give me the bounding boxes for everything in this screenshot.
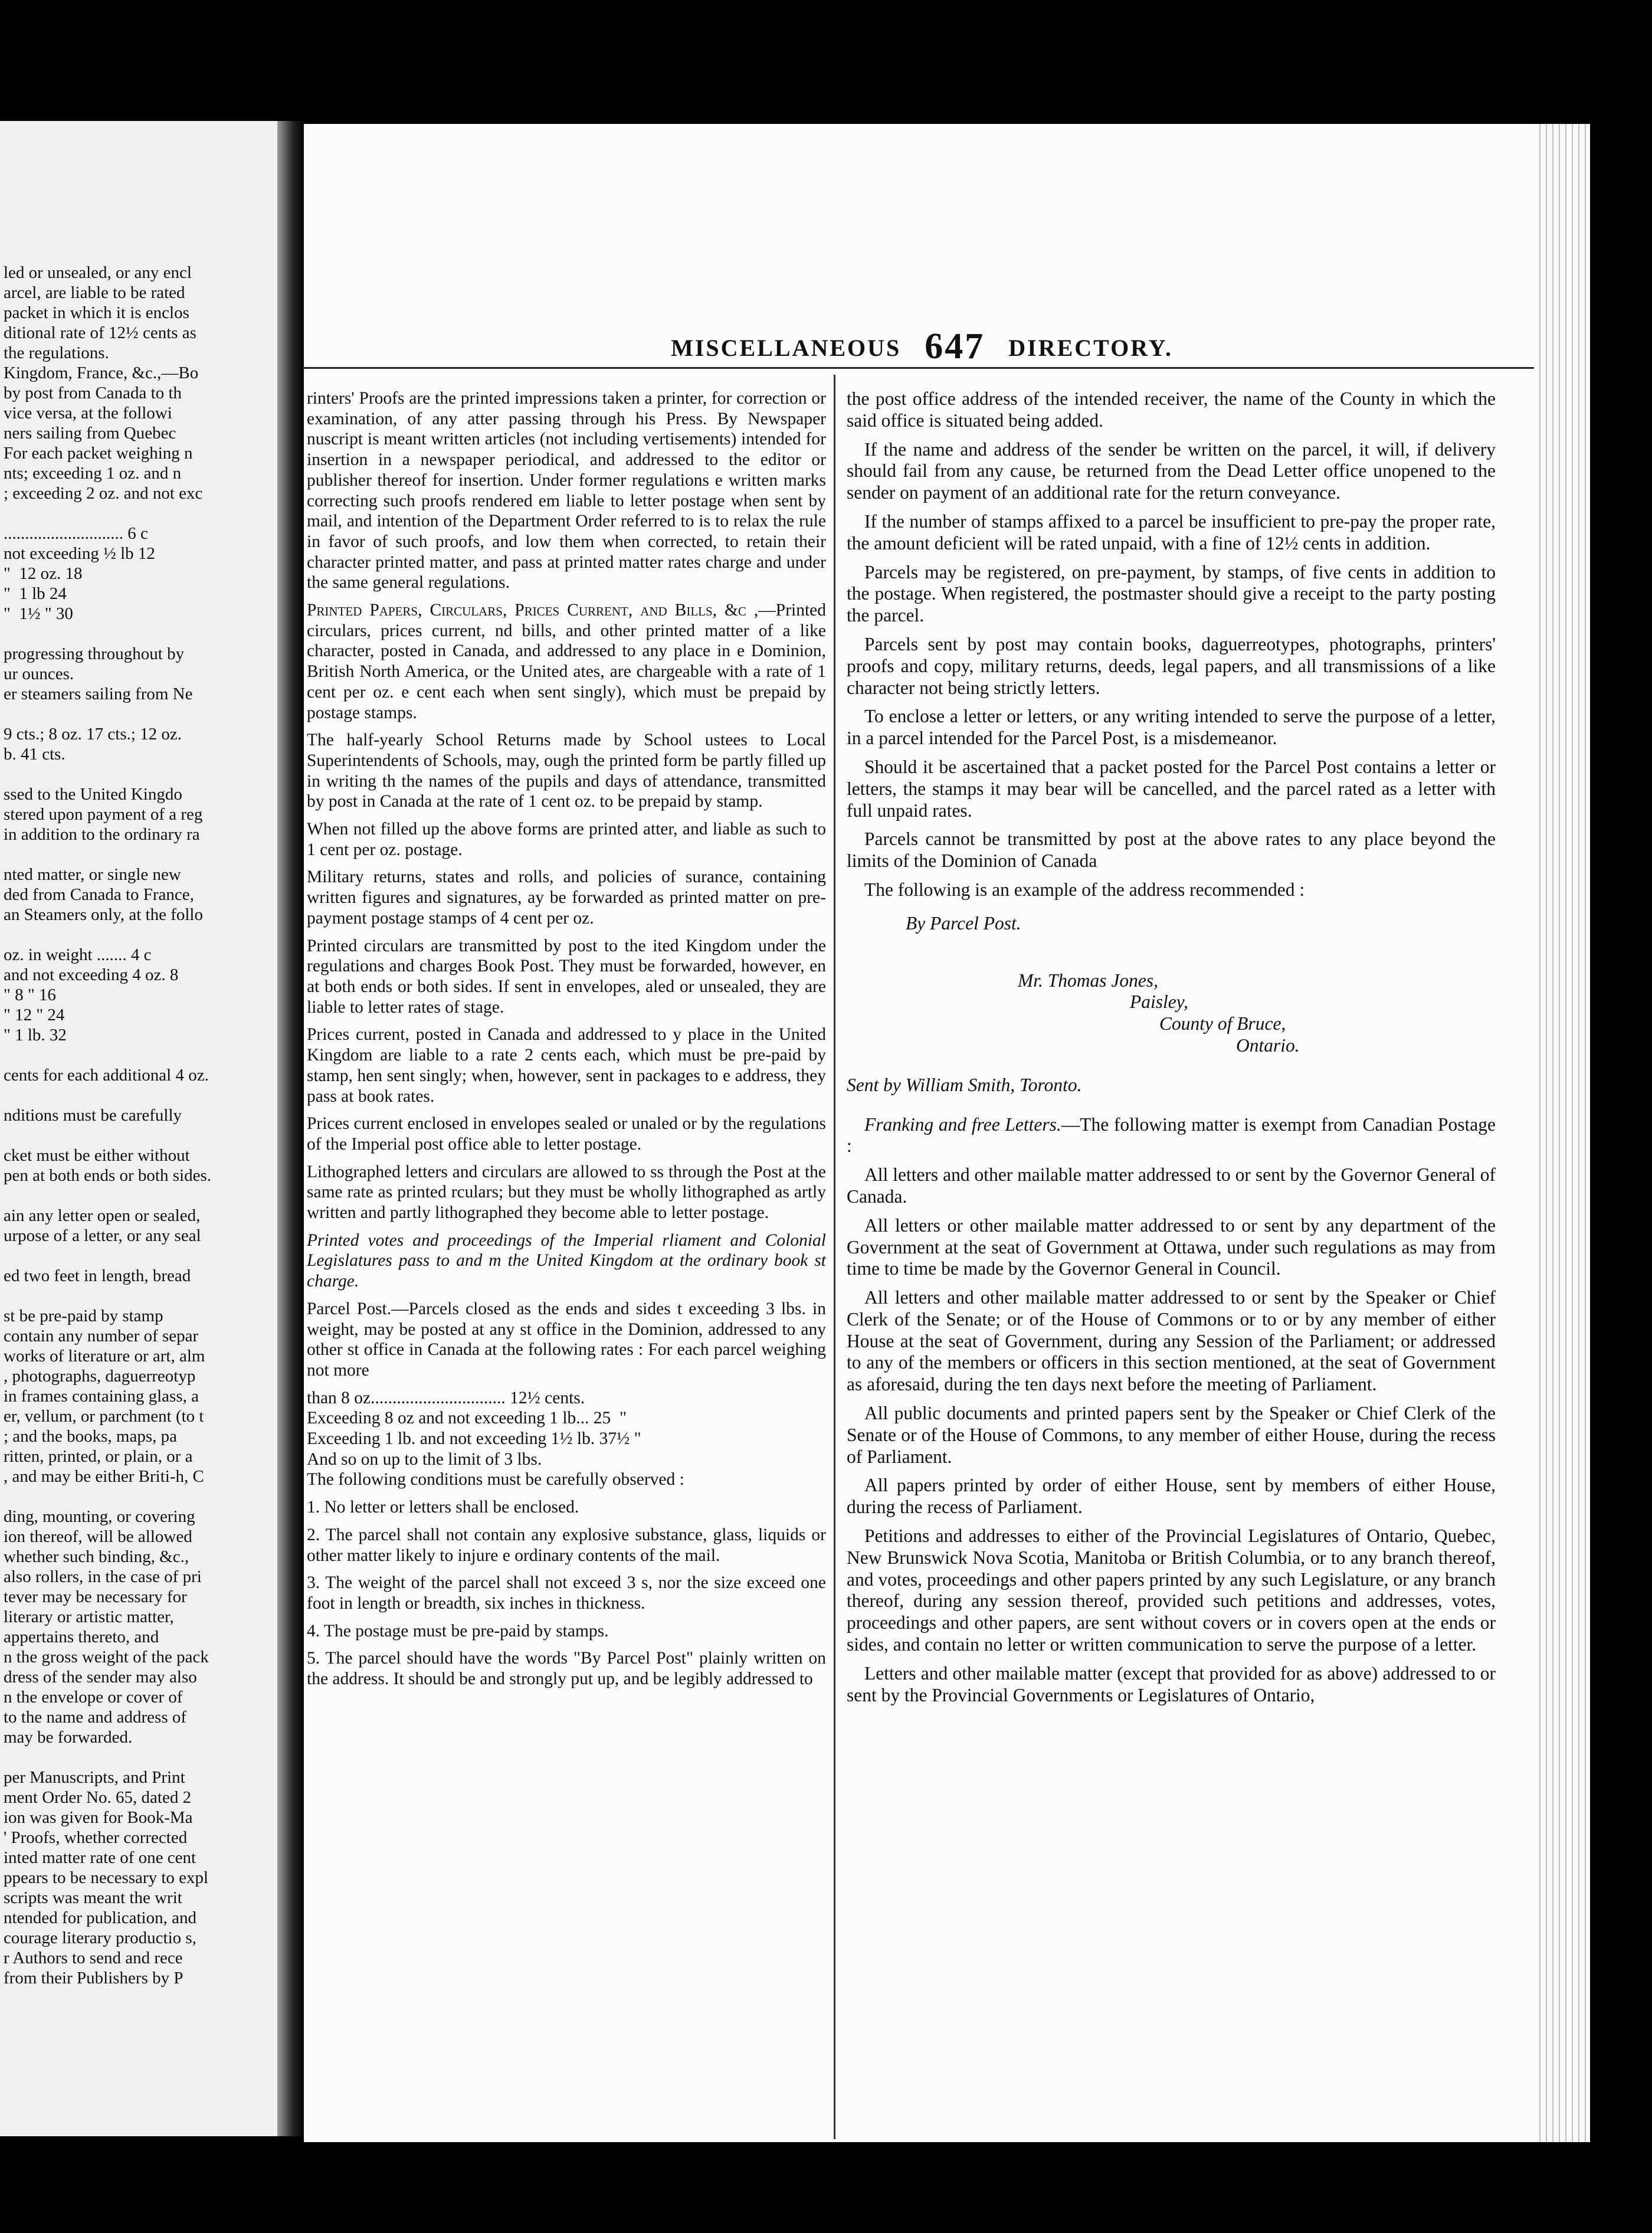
left-page-line [4,624,275,644]
left-page-line: to the name and address of [4,1708,187,1727]
rate-line: And so on up to the limit of 3 lbs. [307,1449,542,1469]
left-page-line: nts; exceeding 1 oz. and n [4,464,182,483]
left-page-line [4,704,275,724]
left-page-line [4,503,275,523]
left-page-line: courage literary productio s, [4,1929,196,1947]
left-page-line [4,1286,275,1306]
left-page-line: For each packet weighing n [4,444,193,463]
left-page-line: Kingdom, France, &c.,—Bo [4,364,199,382]
left-page-line: ion thereof, will be allowed [4,1527,192,1546]
example-address-line: County of Bruce, [1159,1013,1286,1034]
left-page-line: " 1 lb. 32 [4,1026,67,1045]
right-column [847,388,1496,1713]
condition-item: 4. The postage must be pre-paid by stamps. [307,1621,609,1641]
condition-item: 5. The parcel should have the words "By Parcel Post" plainly written on the address. It should be and strongly put up, and be legibly addressed to [307,1649,826,1689]
book-gutter [277,121,304,2136]
left-page-line: scripts was meant the writ [4,1888,182,1907]
left-page-line [4,1186,275,1206]
example-address-line: Paisley, [1130,991,1188,1013]
left-page-line: cket must be either without [4,1146,190,1165]
left-page-line: contain any number of separ [4,1327,199,1345]
left-page-line: stered upon payment of a reg [4,805,203,824]
left-page-line [4,1045,275,1065]
left-page-line: " 12 oz. 18 [4,564,83,583]
page-number: 647 [925,326,985,366]
left-page-line: oz. in weight ....... 4 c [4,945,152,964]
condition-item: 1. No letter or letters shall be enclosed. [307,1498,579,1517]
left-page-line: ppears to be necessary to expl [4,1868,209,1887]
paragraph: Should it be ascertained that a packet posted for the Parcel Post contains a letter or letters, the stamps it may bear will be cancelled, and the parcel rated as a letter with full unpaid rates. [847,756,1496,821]
left-page-line: nted matter, or single new [4,865,181,884]
left-page-line: er, vellum, or parchment (to t [4,1407,204,1426]
left-page-line: er steamers sailing from Ne [4,685,193,703]
left-page-line: the regulations. [4,343,109,362]
paragraph: Parcel Post.—Parcels closed as the ends and sides t exceeding 3 lbs. in weight, may be posted at any st office in the Dominion, addressed to any other st office in Canada at the following rates : For each parcel weighing not more [307,1299,826,1380]
page-edges [1534,124,1590,2142]
left-page-line: " 1½ " 30 [4,604,73,623]
rate-line: Exceeding 8 oz and not exceeding 1 lb... 25 " [307,1409,627,1428]
left-page-line: " 12 " 24 [4,1006,65,1024]
paragraph: To enclose a letter or letters, or any writing intended to serve the purpose of a letter, in a parcel intended for the Parcel Post, is a misdemeanor. [847,706,1496,749]
paragraph: Printed circulars are transmitted by post to the ited Kingdom under the regulations and charges Book Post. They must be forwarded, however, en at both ends or both sides. If sent in envelopes, aled or unsealed, they are liable to letter rates of stage. [307,936,826,1017]
left-page-line: arcel, are liable to be rated [4,283,185,302]
left-page-line [4,1125,275,1145]
left-page-line: ; and the books, maps, pa [4,1427,177,1446]
left-page-line: st be pre-paid by stamp [4,1307,163,1325]
paragraph: Parcels cannot be transmitted by post at the above rates to any place beyond the limits of the Dominion of Canada [847,829,1496,872]
left-page-line: ssed to the United Kingdo [4,785,182,804]
left-page-line: ditional rate of 12½ cents as [4,323,196,342]
left-page-line: ain any letter open or sealed, [4,1206,201,1225]
left-page-line: , photographs, daguerreotyp [4,1367,196,1386]
left-page-line: , and may be either Briti-h, C [4,1467,204,1486]
left-page-line: by post from Canada to th [4,384,182,402]
paragraph-body: —The following matter is exempt from Canadian Postage : [847,1114,1496,1157]
left-page-line [4,764,275,784]
paragraph: All public documents and printed papers sent by the Speaker or Chief Clerk of the Senate or of the House of Commons, to any member of either House, during the recess of Parliament. [847,1403,1496,1467]
paragraph: If the number of stamps affixed to a parcel be insufficient to pre-pay the proper rate, the amount deficient will be rated unpaid, with a fine of 12½ cents in addition. [847,510,1496,554]
left-page-line: from their Publishers by P [4,1969,183,1988]
paragraph: Prices current enclosed in envelopes sealed or unaled or by the regulations of the Imperial post office able to letter postage. [307,1114,826,1154]
rate-line: than 8 oz............................... 12½ cents. [307,1388,585,1407]
left-page-line: nditions must be carefully [4,1106,182,1125]
example-via-line: By Parcel Post. [906,912,1021,934]
example-sender-line: Sent by William Smith, Toronto. [847,1074,1082,1095]
paragraph: Printed votes and proceedings of the Imperial rliament and Colonial Legislatures pass to and m the United Kingdom at the ordinary book st charge. [307,1230,826,1291]
paragraph: If the name and address of the sender be written on the parcel, it will, if delivery should fail from any cause, be returned from the Dead Letter office unopened to the sender on payment of an additional rate for the return conveyance. [847,438,1496,503]
left-page-line: works of literature or art, alm [4,1347,205,1366]
left-page-line: ion was given for Book-Ma [4,1808,193,1827]
left-page-line: progressing throughout by [4,644,185,663]
left-page-line: and not exceeding 4 oz. 8 [4,965,179,984]
left-page-line: b. 41 cts. [4,745,65,764]
left-page-line: in addition to the ordinary ra [4,825,200,844]
example-address-line: Ontario. [1236,1034,1300,1056]
paragraph: All letters and other mailable matter addressed to or sent by the Governor General of Canada. [847,1164,1496,1207]
left-page-line: pen at both ends or both sides. [4,1166,211,1185]
left-page-line [4,1246,275,1266]
condition-item: 2. The parcel shall not contain any explosive substance, glass, liquids or other matter likely to injure e ordinary contents of the mail. [307,1525,826,1565]
left-page-line [4,1085,275,1105]
paragraph: When not filled up the above forms are printed atter, and liable as such to 1 cent per oz. postage. [307,820,826,859]
paragraph: Parcels may be registered, on pre-payment, by stamps, of five cents in addition to the postage. When registered, the postmaster should give a receipt to the party posting the parcel. [847,561,1496,626]
left-page-line: ritten, printed, or plain, or a [4,1447,193,1466]
left-page-line: ded from Canada to France, [4,885,194,904]
paragraph: Military returns, states and rolls, and policies of surance, containing written figures and signatures, ay be forwarded as printed matter on pre-payment postage stamps of 4 cent per oz. [307,867,826,928]
header-right-word: DIRECTORY. [1008,335,1173,361]
left-page-line: ur ounces. [4,664,74,683]
paragraph: All letters and other mailable matter addressed to or sent by the Speaker or Chief Clerk of the Senate; or of the House of Commons or to or by any member of either House at the seat of Government, during any Session of the Parliament; or addressed to any of the members or officers in this section mentioned, at the seat of Government as aforesaid, during the ten days next before the meeting of Parliament. [847,1287,1496,1395]
paragraph: Parcels sent by post may contain books, daguerreotypes, photographs, printers' proofs and copy, military returns, deeds, legal papers, and all transmissions of a like character not being strictly letters. [847,633,1496,698]
left-page-line: an Steamers only, at the follo [4,905,203,924]
left-page-line: ' Proofs, whether corrected [4,1828,188,1847]
paragraph: the post office address of the intended receiver, the name of the County in which the said office is situated being added. [847,388,1496,431]
paragraph: Petitions and addresses to either of the Provincial Legislatures of Ontario, Quebec, New Brunswick Nova Scotia, Manitoba or British Columbia, or to any branch thereof, and votes, proceedings and other papers printed by any such Legislature, or any branch thereof, during any session thereof, provided such petitions and addresses, votes, proceedings and other papers, are sent without covers or in covers open at the ends or sides, and contain no letter or written communication to serve the purpose of a letter. [847,1525,1496,1655]
middle-column [307,388,826,1697]
paragraph: All papers printed by order of either House, sent by members of either House, during the recess of Parliament. [847,1475,1496,1518]
left-page-line: n the envelope or cover of [4,1688,183,1707]
left-page-line: led or unsealed, or any encl [4,263,192,282]
left-page-line: in frames containing glass, a [4,1387,199,1406]
left-page-line: " 1 lb 24 [4,584,67,603]
left-page-line: cents for each additional 4 oz. [4,1066,209,1085]
paragraph-heading: Franking and free Letters. [864,1114,1061,1135]
paragraph: The half-yearly School Returns made by School ustees to Local Superintendents of Schools, may, ough the printed form be partly filled up in writing th the names of the pupils and days of attendance, transmitted by post in Canada at the rate of 1 cent oz. to be prepaid by stamp. [307,731,826,811]
rate-line: Exceeding 1 lb. and not exceeding 1½ lb. 37½ " [307,1429,641,1449]
example-address-line: Mr. Thomas Jones, [1018,970,1159,991]
left-page-line: packet in which it is enclos [4,303,189,322]
header-rule [304,367,1540,369]
left-page-line [4,844,275,865]
left-page-line: " 8 " 16 [4,985,56,1004]
left-page-line: ntended for publication, and [4,1908,196,1927]
left-page-line: also rollers, in the case of pri [4,1567,202,1586]
right-page [304,124,1540,2142]
left-page-line: tever may be necessary for [4,1587,187,1606]
left-page-line: n the gross weight of the pack [4,1648,209,1666]
paragraph: Letters and other mailable matter (except that provided for as above) addressed to or sent by the Provincial Governments or Legislatures of Ontario, [847,1662,1496,1705]
left-page [0,121,277,2136]
left-page-line: per Manuscripts, and Print [4,1768,185,1787]
paragraph: All letters or other mailable matter addressed to or sent by any department of the Government at the seat of Government at Ottawa, under such regulations as may from time to time be made by the Governor General in Council. [847,1214,1496,1279]
left-page-line [4,1747,275,1767]
paragraph-body: —Printed circulars, prices current, nd bills, and other printed matter of a like character, posted in Canada, and addressed to any place in e Dominion, British North America, or the United ates, are chargeable with a rate of 1 cent per oz. e cent each when sent singly), which must be prepaid by postage stamps. [307,601,826,722]
left-page-line: appertains thereto, and [4,1628,159,1646]
paragraph: The following is an example of the address recommended : [864,879,1305,900]
paragraph: rinters' Proofs are the printed impressions taken a printer, for correction or examination, of any atter passing through his Press. By Newspaper nuscript is meant written articles (not including vertisements) intended for insertion in a newspaper periodical, and addressed to the editor or publisher thereof for insertion. Under former regulations e written marks correcting such proofs rendered em liable to letter postage when sent by mail, and intention of the Department Order referred to is to relax the rule in favor of such proofs, and low them when corrected, to retain their character printed matter, and pass at printed matter rates charge and under the same general regulations. [307,389,826,592]
left-page-line: vice versa, at the followi [4,404,172,423]
left-page-line [4,1487,275,1507]
left-page-line: ding, mounting, or covering [4,1507,195,1526]
column-divider [834,375,835,2139]
left-page-line: urpose of a letter, or any seal [4,1226,201,1245]
left-page-line: whether such binding, &c., [4,1547,189,1566]
left-page-line: inted matter rate of one cent [4,1848,196,1867]
left-page-line: ners sailing from Quebec [4,424,176,443]
left-page-line: ............................ 6 c [4,524,148,543]
page-header [304,323,1540,365]
left-page-line: ment Order No. 65, dated 2 [4,1788,192,1807]
left-page-line: ed two feet in length, bread [4,1266,191,1285]
header-left-word: MISCELLANEOUS [671,335,902,361]
paragraph: Prices current, posted in Canada and addressed to y place in the United Kingdom are liable to a rate 2 cents each, which must be pre-paid by stamp, hen sent singly; when, however, sent in packages to e address, they pass at book rates. [307,1025,826,1106]
left-page-line: ; exceeding 2 oz. and not exc [4,484,203,503]
left-page-text [4,263,275,1988]
condition-item: 3. The weight of the parcel shall not exceed 3 s, nor the size exceed one foot in length or breadth, six inches in thickness. [307,1573,826,1613]
left-page-line: dress of the sender may also [4,1668,197,1687]
paragraph [307,600,826,723]
left-page-line [4,925,275,945]
left-page-line: may be forwarded. [4,1728,133,1747]
paragraph [847,1114,1496,1158]
left-page-line: r Authors to send and rece [4,1949,183,1967]
left-page-line: 9 cts.; 8 oz. 17 cts.; 12 oz. [4,725,182,744]
paragraph: The following conditions must be carefully observed : [307,1470,684,1489]
left-page-line: literary or artistic matter, [4,1607,174,1626]
left-page-line: not exceeding ½ lb 12 [4,544,155,563]
paragraph: Lithographed letters and circulars are allowed to ss through the Post at the same rate as printed rculars; but they must be wholly lithographed as artly written and partly lithographed they become able to letter postage. [307,1162,826,1223]
paragraph-heading: Printed Papers, Circulars, Prices Current, and Bills, &c , [307,601,759,620]
